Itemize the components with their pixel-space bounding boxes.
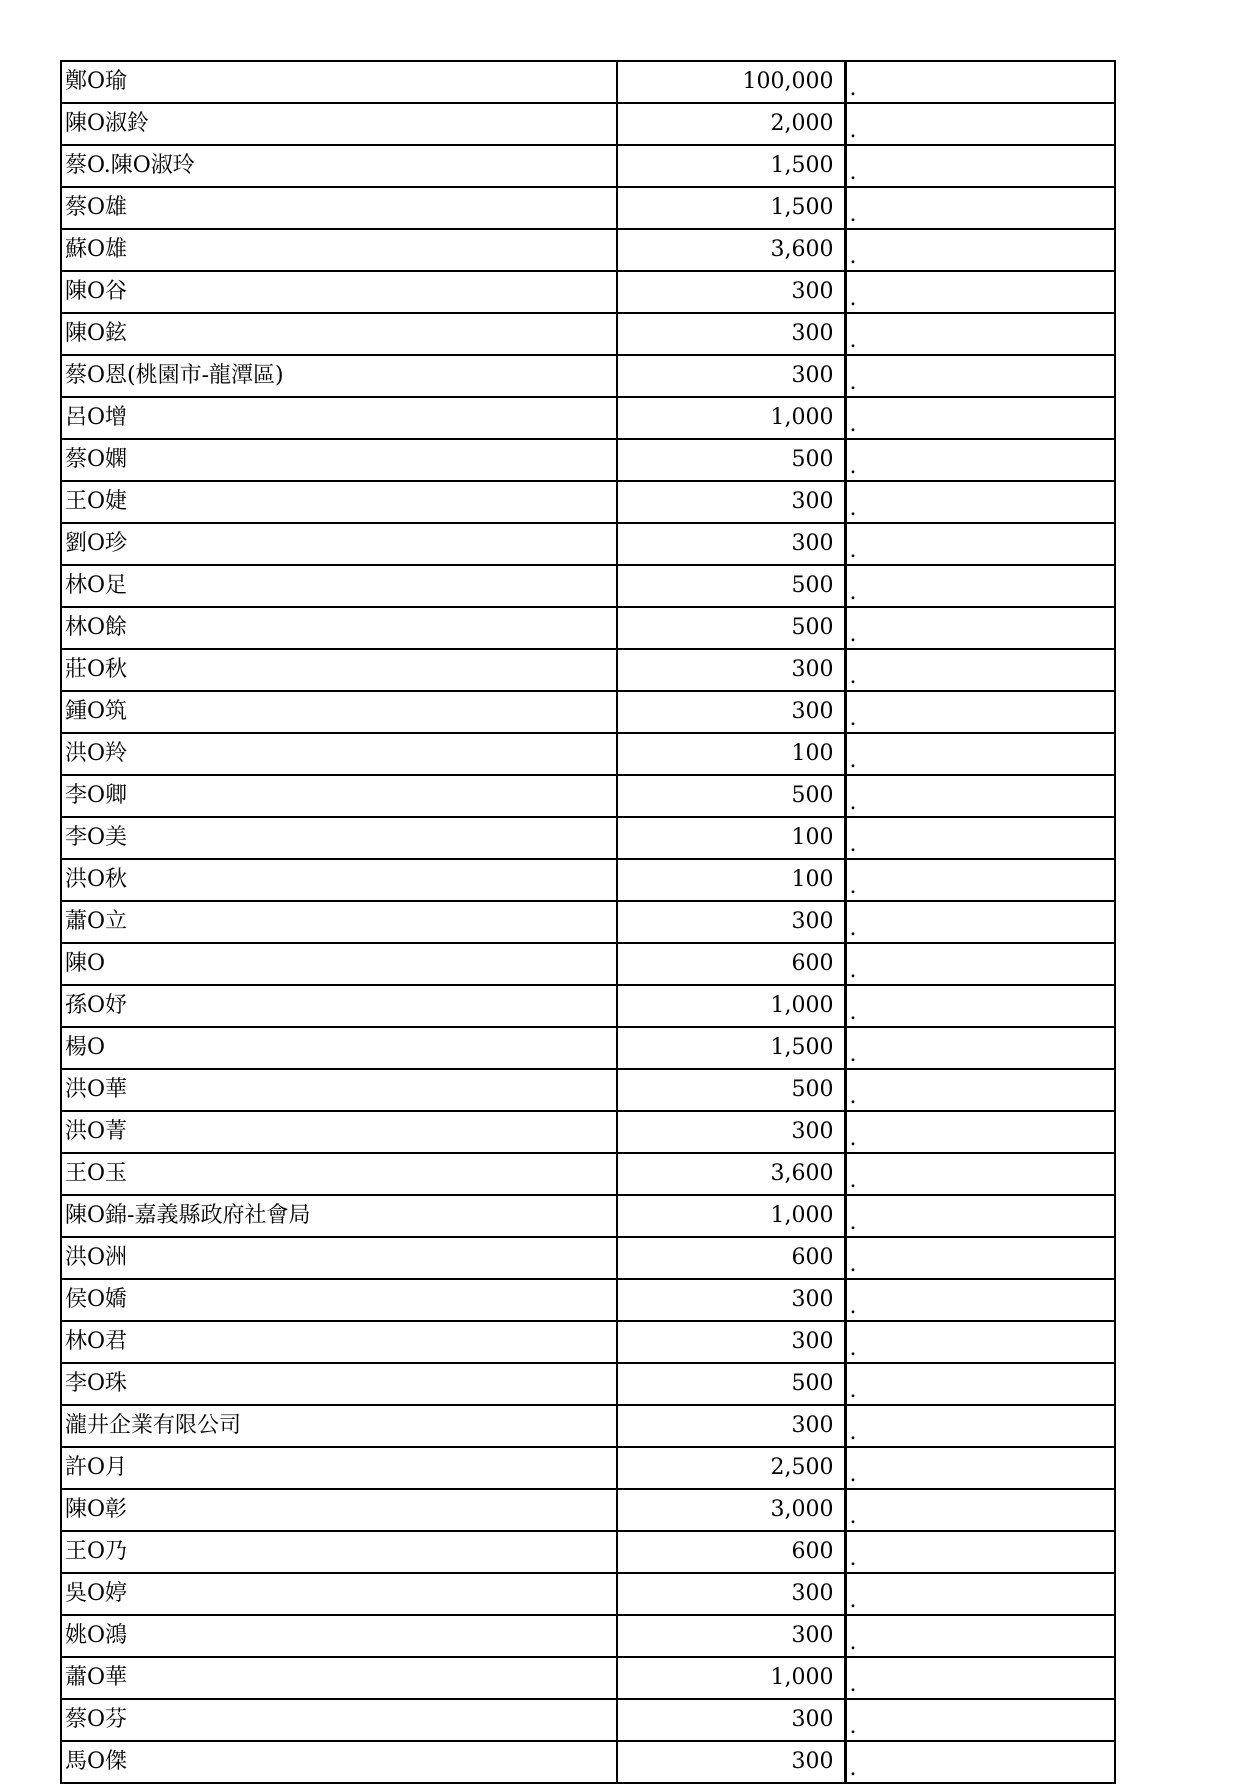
table-row <box>61 397 1115 439</box>
donor-name-cell: 侯O嬌 <box>61 1279 617 1321</box>
donation-amount-cell: 2,000 <box>617 103 845 145</box>
note-cell: . <box>845 985 1115 1027</box>
note-cell: . <box>845 1573 1115 1615</box>
donor-name-cell: 陳O彰 <box>61 1489 617 1531</box>
table-row <box>61 1195 1115 1237</box>
note-cell: . <box>845 271 1115 313</box>
donor-name-cell: 蘇O雄 <box>61 229 617 271</box>
donor-name-cell: 洪O洲 <box>61 1237 617 1279</box>
note-cell: . <box>845 1741 1115 1783</box>
donation-amount-cell: 1,000 <box>617 1195 845 1237</box>
donation-amount-cell: 1,500 <box>617 145 845 187</box>
note-cell: . <box>845 565 1115 607</box>
donor-name-cell: 李O珠 <box>61 1363 617 1405</box>
note-cell: . <box>845 607 1115 649</box>
donation-amount-cell: 300 <box>617 1741 845 1783</box>
donation-amount-cell: 100 <box>617 733 845 775</box>
note-cell: . <box>845 1153 1115 1195</box>
note-cell: . <box>845 649 1115 691</box>
donor-name-cell: 陳O <box>61 943 617 985</box>
donor-name-cell: 陳O淑鈴 <box>61 103 617 145</box>
donation-amount-cell: 100 <box>617 817 845 859</box>
donation-amount-cell: 3,600 <box>617 1153 845 1195</box>
table-row <box>61 313 1115 355</box>
donor-name-cell: 林O足 <box>61 565 617 607</box>
note-cell: . <box>845 1657 1115 1699</box>
donor-name-cell: 陳O鉉 <box>61 313 617 355</box>
donation-amount-cell: 1,500 <box>617 1027 845 1069</box>
donor-name-cell: 林O餘 <box>61 607 617 649</box>
donation-amount-cell: 100 <box>617 859 845 901</box>
table-row <box>61 1363 1115 1405</box>
donation-amount-cell: 1,000 <box>617 985 845 1027</box>
table-row <box>61 691 1115 733</box>
table-row <box>61 1741 1115 1783</box>
donation-amount-cell: 3,600 <box>617 229 845 271</box>
donation-amount-cell: 500 <box>617 439 845 481</box>
donor-name-cell: 洪O華 <box>61 1069 617 1111</box>
table-row <box>61 1027 1115 1069</box>
table-row <box>61 1111 1115 1153</box>
table-row <box>61 145 1115 187</box>
table-row <box>61 481 1115 523</box>
donation-amount-cell: 300 <box>617 649 845 691</box>
table-row <box>61 859 1115 901</box>
table-row <box>61 943 1115 985</box>
note-cell: . <box>845 355 1115 397</box>
table-row <box>61 61 1115 103</box>
donor-name-cell: 鄭O瑜 <box>61 61 617 103</box>
donation-amount-cell: 300 <box>617 1321 845 1363</box>
donor-name-cell: 李O美 <box>61 817 617 859</box>
note-cell: . <box>845 1195 1115 1237</box>
table-row <box>61 439 1115 481</box>
donor-name-cell: 王O乃 <box>61 1531 617 1573</box>
note-cell: . <box>845 943 1115 985</box>
donation-amount-cell: 500 <box>617 607 845 649</box>
note-cell: . <box>845 1237 1115 1279</box>
note-cell: . <box>845 1405 1115 1447</box>
table-row <box>61 901 1115 943</box>
note-cell: . <box>845 1531 1115 1573</box>
donor-name-cell: 李O卿 <box>61 775 617 817</box>
table-row <box>61 1447 1115 1489</box>
donation-amount-cell: 300 <box>617 1279 845 1321</box>
note-cell: . <box>845 1447 1115 1489</box>
table-row <box>61 355 1115 397</box>
table-row <box>61 1237 1115 1279</box>
donor-name-cell: 孫O妤 <box>61 985 617 1027</box>
note-cell: . <box>845 103 1115 145</box>
donor-name-cell: 蔡O嫻 <box>61 439 617 481</box>
donation-amount-cell: 300 <box>617 1615 845 1657</box>
donor-name-cell: 王O婕 <box>61 481 617 523</box>
table-row <box>61 817 1115 859</box>
donor-name-cell: 洪O菁 <box>61 1111 617 1153</box>
donation-amount-cell: 3,000 <box>617 1489 845 1531</box>
note-cell: . <box>845 1069 1115 1111</box>
donor-name-cell: 蕭O華 <box>61 1657 617 1699</box>
donation-amount-cell: 300 <box>617 481 845 523</box>
donation-amount-cell: 600 <box>617 1237 845 1279</box>
donation-amount-cell: 600 <box>617 1531 845 1573</box>
donation-amount-cell: 1,500 <box>617 187 845 229</box>
note-cell: . <box>845 817 1115 859</box>
note-cell: . <box>845 481 1115 523</box>
table-row <box>61 649 1115 691</box>
note-cell: . <box>845 1279 1115 1321</box>
table-body <box>61 61 1115 1783</box>
donor-name-cell: 陳O谷 <box>61 271 617 313</box>
donor-name-cell: 洪O秋 <box>61 859 617 901</box>
donation-amount-cell: 1,000 <box>617 397 845 439</box>
note-cell: . <box>845 901 1115 943</box>
note-cell: . <box>845 733 1115 775</box>
donation-amount-cell: 2,500 <box>617 1447 845 1489</box>
donation-amount-cell: 300 <box>617 355 845 397</box>
donation-amount-cell: 600 <box>617 943 845 985</box>
note-cell: . <box>845 523 1115 565</box>
note-cell: . <box>845 1321 1115 1363</box>
donor-name-cell: 蔡O芬 <box>61 1699 617 1741</box>
donation-amount-cell: 300 <box>617 313 845 355</box>
donation-amount-cell: 500 <box>617 565 845 607</box>
table-row <box>61 775 1115 817</box>
donor-name-cell: 蔡O雄 <box>61 187 617 229</box>
donor-name-cell: 鍾O筑 <box>61 691 617 733</box>
donor-name-cell: 許O月 <box>61 1447 617 1489</box>
donor-name-cell: 陳O錦-嘉義縣政府社會局 <box>61 1195 617 1237</box>
donation-amount-cell: 1,000 <box>617 1657 845 1699</box>
note-cell: . <box>845 859 1115 901</box>
donor-name-cell: 莊O秋 <box>61 649 617 691</box>
donation-amount-cell: 300 <box>617 523 845 565</box>
table-row <box>61 271 1115 313</box>
donation-amount-cell: 500 <box>617 1363 845 1405</box>
table-row <box>61 1153 1115 1195</box>
donation-amount-cell: 500 <box>617 1069 845 1111</box>
note-cell: . <box>845 187 1115 229</box>
donor-name-cell: 馬O傑 <box>61 1741 617 1783</box>
table-row <box>61 733 1115 775</box>
donor-name-cell: 姚O鴻 <box>61 1615 617 1657</box>
note-cell: . <box>845 691 1115 733</box>
table-row <box>61 1069 1115 1111</box>
donation-amount-cell: 300 <box>617 1405 845 1447</box>
donation-amount-cell: 100,000 <box>617 61 845 103</box>
donation-amount-cell: 300 <box>617 1573 845 1615</box>
donation-amount-cell: 300 <box>617 691 845 733</box>
table-row <box>61 1489 1115 1531</box>
table-row <box>61 1615 1115 1657</box>
donor-name-cell: 洪O羚 <box>61 733 617 775</box>
note-cell: . <box>845 439 1115 481</box>
donor-name-cell: 王O玉 <box>61 1153 617 1195</box>
table-row <box>61 1405 1115 1447</box>
table-row <box>61 229 1115 271</box>
donor-name-cell: 蕭O立 <box>61 901 617 943</box>
donation-amount-cell: 300 <box>617 271 845 313</box>
donor-name-cell: 瀧井企業有限公司 <box>61 1405 617 1447</box>
donor-name-cell: 劉O珍 <box>61 523 617 565</box>
note-cell: . <box>845 1027 1115 1069</box>
table-row <box>61 607 1115 649</box>
donor-name-cell: 蔡O.陳O淑玲 <box>61 145 617 187</box>
donor-name-cell: 呂O增 <box>61 397 617 439</box>
donation-amount-cell: 300 <box>617 1111 845 1153</box>
note-cell: . <box>845 775 1115 817</box>
donor-name-cell: 蔡O恩(桃園市-龍潭區) <box>61 355 617 397</box>
donation-amount-cell: 300 <box>617 1699 845 1741</box>
donor-name-cell: 林O君 <box>61 1321 617 1363</box>
table-row <box>61 1657 1115 1699</box>
note-cell: . <box>845 1363 1115 1405</box>
note-cell: . <box>845 1111 1115 1153</box>
donation-amount-cell: 300 <box>617 901 845 943</box>
note-cell: . <box>845 229 1115 271</box>
note-cell: . <box>845 145 1115 187</box>
table-row <box>61 1531 1115 1573</box>
note-cell: . <box>845 313 1115 355</box>
table-row <box>61 1321 1115 1363</box>
table-row <box>61 103 1115 145</box>
donor-name-cell: 楊O <box>61 1027 617 1069</box>
donation-table <box>60 60 1116 1784</box>
table-row <box>61 1279 1115 1321</box>
table-row <box>61 565 1115 607</box>
table-row <box>61 1573 1115 1615</box>
donation-amount-cell: 500 <box>617 775 845 817</box>
table-row <box>61 1699 1115 1741</box>
note-cell: . <box>845 1489 1115 1531</box>
note-cell: . <box>845 397 1115 439</box>
table-row <box>61 187 1115 229</box>
donor-name-cell: 吳O婷 <box>61 1573 617 1615</box>
table-row <box>61 985 1115 1027</box>
note-cell: . <box>845 1615 1115 1657</box>
note-cell: . <box>845 61 1115 103</box>
note-cell: . <box>845 1699 1115 1741</box>
table-row <box>61 523 1115 565</box>
